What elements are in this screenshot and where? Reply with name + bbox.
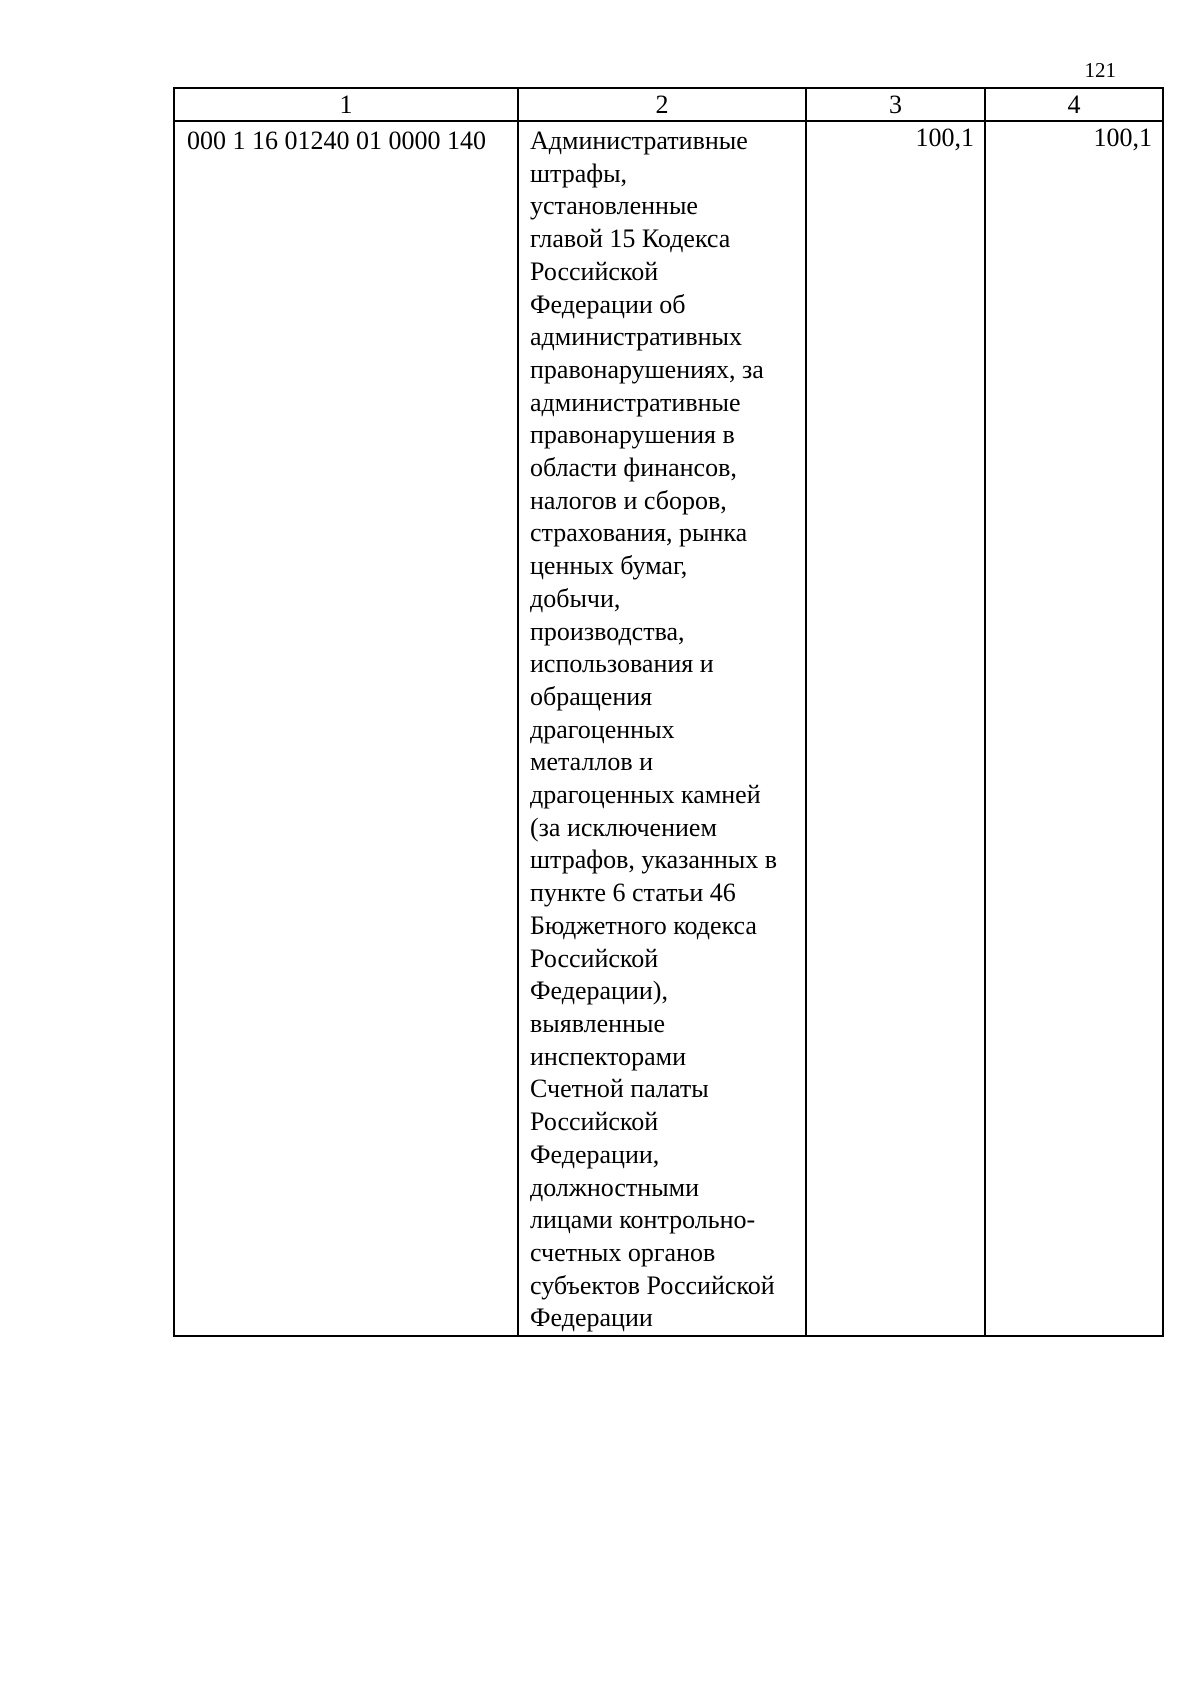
description-line: (за исключением (530, 812, 717, 842)
column-header-3: 3 (806, 88, 985, 121)
page-number: 121 (1084, 58, 1116, 82)
description-line: счетных органов (530, 1237, 716, 1267)
description-line: установленные (530, 191, 698, 221)
value-cell-col4: 100,1 (985, 121, 1163, 1336)
description-line: штрафы, (530, 158, 628, 188)
description-line: Федерации (530, 1303, 653, 1333)
description-line: страхования, рынка (530, 518, 748, 548)
description-line: производства, (530, 616, 685, 646)
description-line: налогов и сборов, (530, 485, 727, 515)
description-line: ценных бумаг, (530, 551, 688, 581)
description-line: правонарушениях, за (530, 354, 764, 384)
description-line: драгоценных (530, 714, 675, 744)
value-cell-col3: 100,1 (806, 121, 985, 1336)
description-line: административные (530, 387, 741, 417)
description-line: лицами контрольно- (530, 1205, 756, 1235)
column-header-4: 4 (985, 88, 1163, 121)
description-line: Российской (530, 256, 659, 286)
description-cell (518, 121, 806, 1336)
description-line: пункте 6 статьи 46 (530, 878, 736, 908)
description-line: Бюджетного кодекса (530, 910, 757, 940)
description-line: должностными (530, 1172, 700, 1202)
column-header-1: 1 (174, 88, 518, 121)
column-header-2: 2 (518, 88, 806, 121)
description-line: субъектов Российской (530, 1270, 775, 1300)
description-line: Федерации об (530, 289, 686, 319)
description-line: драгоценных камней (530, 780, 761, 810)
description-line: главой 15 Кодекса (530, 224, 731, 254)
description-line: Федерации), (530, 976, 668, 1006)
description-line: выявленные (530, 1008, 665, 1038)
description-line: Административные (530, 126, 748, 155)
description-line: штрафов, указанных в (530, 845, 778, 875)
description-line: инспекторами (530, 1041, 687, 1071)
description-line: области финансов, (530, 453, 737, 483)
description-line: использования и (530, 649, 714, 679)
budget-code-cell: 000 1 16 01240 01 0000 140 (174, 121, 518, 1336)
description-line: Счетной палаты (530, 1074, 709, 1104)
description-line: добычи, (530, 583, 621, 613)
description-line: металлов и (530, 747, 654, 777)
description-line: административных (530, 322, 742, 352)
budget-table (173, 87, 1164, 1337)
description-line: Российской (530, 1107, 659, 1137)
description-line: обращения (530, 681, 653, 711)
table-row (174, 121, 1163, 1336)
table-header-row (174, 88, 1163, 121)
description-line: Федерации, (530, 1139, 660, 1169)
description-line: Российской (530, 943, 659, 973)
description-line: правонарушения в (530, 420, 735, 450)
